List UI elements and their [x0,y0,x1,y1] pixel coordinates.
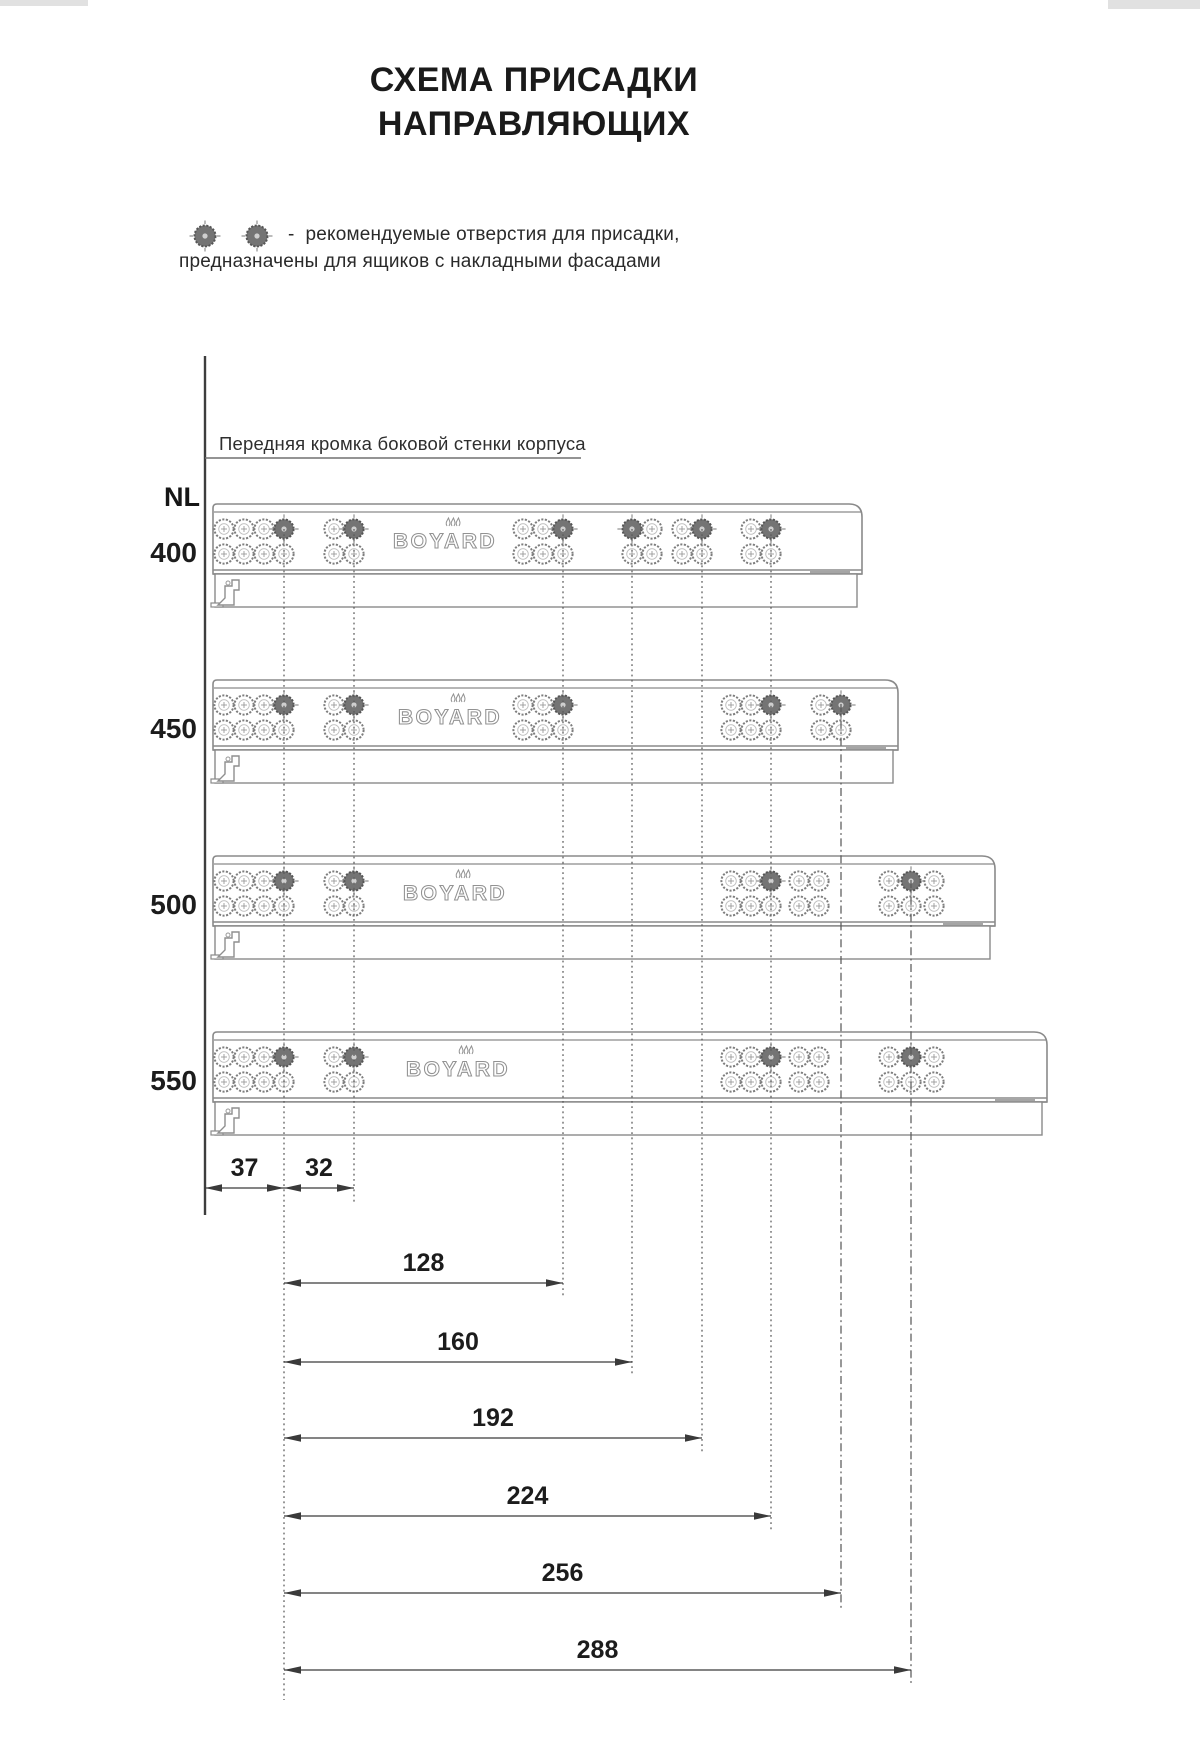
rail-450 [211,680,898,783]
legend-hole-icons [190,221,273,252]
dimension-288 [284,1636,911,1674]
dimension-value: 160 [437,1328,479,1356]
dimension-value: 128 [402,1249,445,1277]
nl-label: NL [164,482,200,512]
svg-text:BOYARD: BOYARD [405,1058,511,1081]
rail-size-label: 550 [150,1065,197,1096]
legend-text-line1: - рекомендуемые отверстия для присадки, [288,224,680,245]
dimension-256 [284,1559,841,1597]
rail-400 [211,504,862,607]
dimension-224 [284,1482,771,1520]
dimension-value: 288 [576,1636,619,1664]
front-edge-label: Передняя кромка боковой стенки корпуса [219,433,586,454]
rail-550 [211,1032,1047,1135]
svg-text:BOYARD: BOYARD [397,706,503,729]
dimension-value: 192 [472,1404,514,1432]
dimension-value: 256 [541,1559,584,1587]
svg-text:BOYARD: BOYARD [392,530,498,553]
dimension-37 [205,1154,284,1192]
svg-text:BOYARD: BOYARD [402,882,508,905]
dimension-32 [284,1154,354,1192]
dimension-value: 32 [305,1154,333,1182]
rail-500 [211,856,995,959]
legend-text-line2: предназначены для ящиков с накладными фасадами [179,251,661,272]
dimension-value: 37 [230,1154,259,1182]
dimension-value: 224 [506,1482,549,1510]
rail-size-label: 400 [150,537,197,568]
dimension-160 [284,1328,632,1366]
rail-size-label: 500 [150,889,197,920]
rail-size-label: 450 [150,713,197,744]
dimension-192 [284,1404,702,1442]
page-title-line2: НАПРАВЛЯЮЩИХ [377,105,691,143]
dimension-128 [284,1249,563,1287]
page-title-line1: СХЕМА ПРИСАДКИ [369,61,699,99]
